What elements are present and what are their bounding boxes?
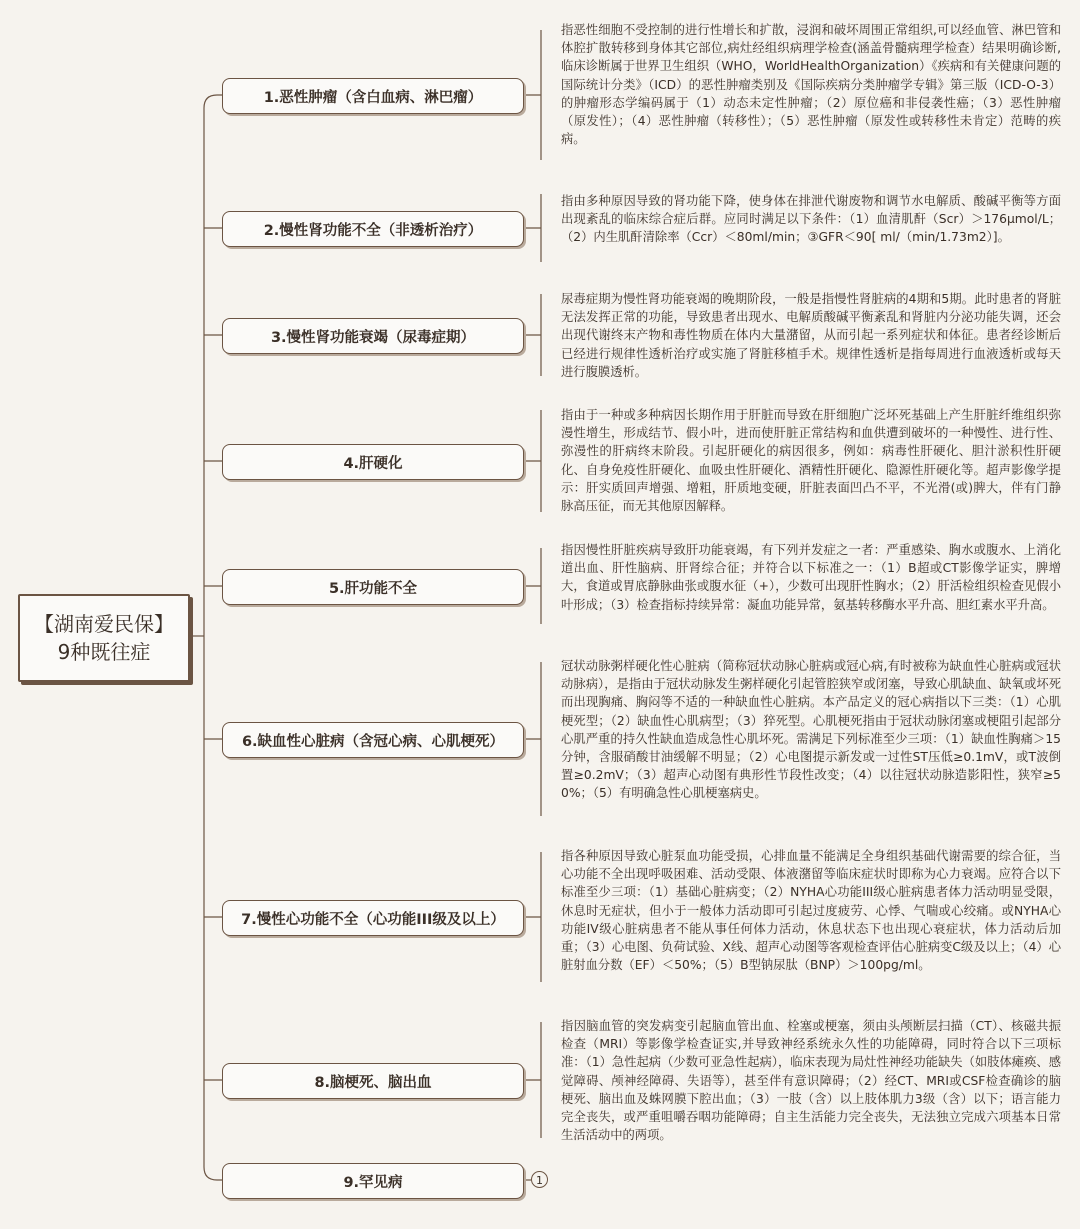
description-chronic-renal-insufficiency: 指由多种原因导致的肾功能下降，使身体在排泄代谢废物和调节水电解质、酸碱平衡等方面出现紊乱的临床综合症后群。应同时满足以下条件：（1）血清肌酐（Scr）＞176μmol/L；（2）内生肌酐清除率（Ccr）＜80ml/min；③GFR＜90[ ml/（min/1.73m2）]。	[561, 194, 1061, 245]
topic-rare-disease: 9.罕见病	[222, 1163, 524, 1199]
topic-cerebral-infarction-hemorrhage: 8.脑梗死、脑出血	[222, 1063, 524, 1099]
description-cerebral-infarction-hemorrhage: 指因脑血管的突发病变引起脑血管出血、栓塞或梗塞，须由头颅断层扫描（CT）、核磁共振检查（MRI）等影像学检查证实,并导致神经系统永久性的功能障碍，同时符合以下三项标准：（1）急性起病（少数可亚急性起病），临床表现为局灶性神经功能缺失（如肢体瘫痪、感觉障碍、颅神经障碍、失语等），甚至伴有意识障碍；（2）经CT、MRI或CSF检查确诊的脑梗死、脑出血及蛛网膜下腔出血；（3）一肢（含）以上肢体肌力3级（含）以下；语言能力完全丧失，或严重咀嚼吞咽功能障碍；自主生活能力完全丧失，无法独立完成六项基本日常生活活动中的两项。	[561, 1019, 1061, 1143]
description-malignant-tumor: 指恶性细胞不受控制的进行性增长和扩散，浸润和破坏周围正常组织,可以经血管、淋巴管和体腔扩散转移到身体其它部位,病灶经组织病理学检查(涵盖骨髓病理学检查）结果明确诊断,临床诊断属于世界卫生组织（WHO，WorldHealthOrganization）《疾病和有关健康问题的国际统计分类》（ICD）的恶性肿瘤类别及《国际疾病分类肿瘤学专辑》第三版（ICD-O-3）的肿瘤形态学编码属于（1）动态未定性肿瘤；（2）原位癌和非侵袭性癌；（3）恶性肿瘤（原发性）；（4）恶性肿瘤（转移性）；（5）恶性肿瘤（原发性或转移性未肯定）范畴的疾病。	[561, 23, 1061, 147]
topic-liver-insufficiency: 5.肝功能不全	[222, 569, 524, 605]
topic-chronic-heart-failure: 7.慢性心功能不全（心功能III级及以上）	[222, 900, 524, 936]
topic-chronic-renal-insufficiency: 2.慢性肾功能不全（非透析治疗）	[222, 211, 524, 247]
root-title-line2: 9种既往症	[57, 640, 151, 664]
description-chronic-renal-failure: 尿毒症期为慢性肾功能衰竭的晚期阶段，一般是指慢性肾脏病的4期和5期。此时患者的肾脏无法发挥正常的功能，导致患者出现水、电解质酸碱平衡紊乱和肾脏内分泌功能失调，还会出现代谢终末产物和毒性物质在体内大量潴留，从而引起一系列症状和体征。患者经诊断后已经进行规律性透析治疗或实施了肾脏移植手术。规律性透析是指每周进行血液透析或每天进行腹膜透析。	[561, 292, 1061, 379]
description-chronic-heart-failure: 指各种原因导致心脏泵血功能受损，心排血量不能满足全身组织基础代谢需要的综合征，当心功能不全出现呼吸困难、活动受限、体液潴留等临床症状时即称为心力衰竭。应符合以下标准至少三项：（1）基础心脏病变；（2）NYHA心功能III级心脏病患者体力活动明显受限，休息时无症状，但小于一般体力活动即可引起过度疲劳、心悸、气喘或心绞痛。或NYHA心功能IV级心脏病患者不能从事任何体力活动，休息状态下也出现心衰症状，体力活动后加重；（3）心电图、负荷试验、X线、超声心动图等客观检查评估心脏病变C级及以上；（4）心脏射血分数（EF）＜50%；（5）B型钠尿肽（BNP）＞100pg/ml。	[561, 849, 1061, 973]
topic-malignant-tumor: 1.恶性肿瘤（含白血病、淋巴瘤）	[222, 78, 524, 114]
description-cirrhosis: 指由于一种或多种病因长期作用于肝脏而导致在肝细胞广泛坏死基础上产生肝脏纤维组织弥漫性增生，形成结节、假小叶，进而使肝脏正常结构和血供遭到破坏的一种慢性、进行性、弥漫性的肝病终末阶段。引起肝硬化的病因很多，例如：病毒性肝硬化、胆汁淤积性肝硬化、自身免疫性肝硬化、血吸虫性肝硬化、酒精性肝硬化、隐源性肝硬化等。超声影像学提示：肝实质回声增强、增粗，肝质地变硬，肝脏表面凹凸不平，不光滑(或)脾大，伴有门静脉高压征，而无其他原因解释。	[561, 408, 1061, 514]
description-ischemic-heart-disease: 冠状动脉粥样硬化性心脏病（简称冠状动脉心脏病或冠心病,有时被称为缺血性心脏病或冠状动脉病），是指由于冠状动脉发生粥样硬化引起管腔狭窄或闭塞，导致心肌缺血、缺氧或坏死而出现胸痛、胸闷等不适的一种缺血性心脏病。本产品定义的冠心病指以下三类：（1）心肌梗死型；（2）缺血性心肌病型；（3）猝死型。心肌梗死指由于冠状动脉闭塞或梗阻引起部分心肌严重的持久性缺血造成急性心肌坏死。需满足下列标准至少三项：（1）缺血性胸痛＞15分钟，含服硝酸甘油缓解不明显；（2）心电图提示新发或一过性ST压低≥0.1mV，或T波倒置≥0.2mV；（3）超声心动图有典形性节段性改变；（4）以往冠状动脉造影阳性，狭窄≥50%；（5）有明确急性心肌梗塞病史。	[561, 659, 1061, 801]
root-title-line1: 【湖南爱民保】	[34, 612, 174, 636]
collapsed-count-badge[interactable]: 1	[531, 1171, 548, 1188]
topic-ischemic-heart-disease: 6.缺血性心脏病（含冠心病、心肌梗死）	[222, 722, 524, 758]
topic-cirrhosis: 4.肝硬化	[222, 444, 524, 480]
root-topic	[18, 594, 190, 682]
topic-chronic-renal-failure: 3.慢性肾功能衰竭（尿毒症期）	[222, 318, 524, 354]
description-liver-insufficiency: 指因慢性肝脏疾病导致肝功能衰竭，有下列并发症之一者：严重感染、胸水或腹水、上消化道出血、肝性脑病、肝肾综合征；并符合以下标准之一：（1）B超或CT影像学证实，脾增大，食道或胃底静脉曲张或腹水征（+），少数可出现肝性胸水；（2）肝活检组织检查见假小叶形成；（3）检查指标持续异常：凝血功能异常，氨基转移酶水平升高、胆红素水平升高。	[561, 543, 1061, 612]
